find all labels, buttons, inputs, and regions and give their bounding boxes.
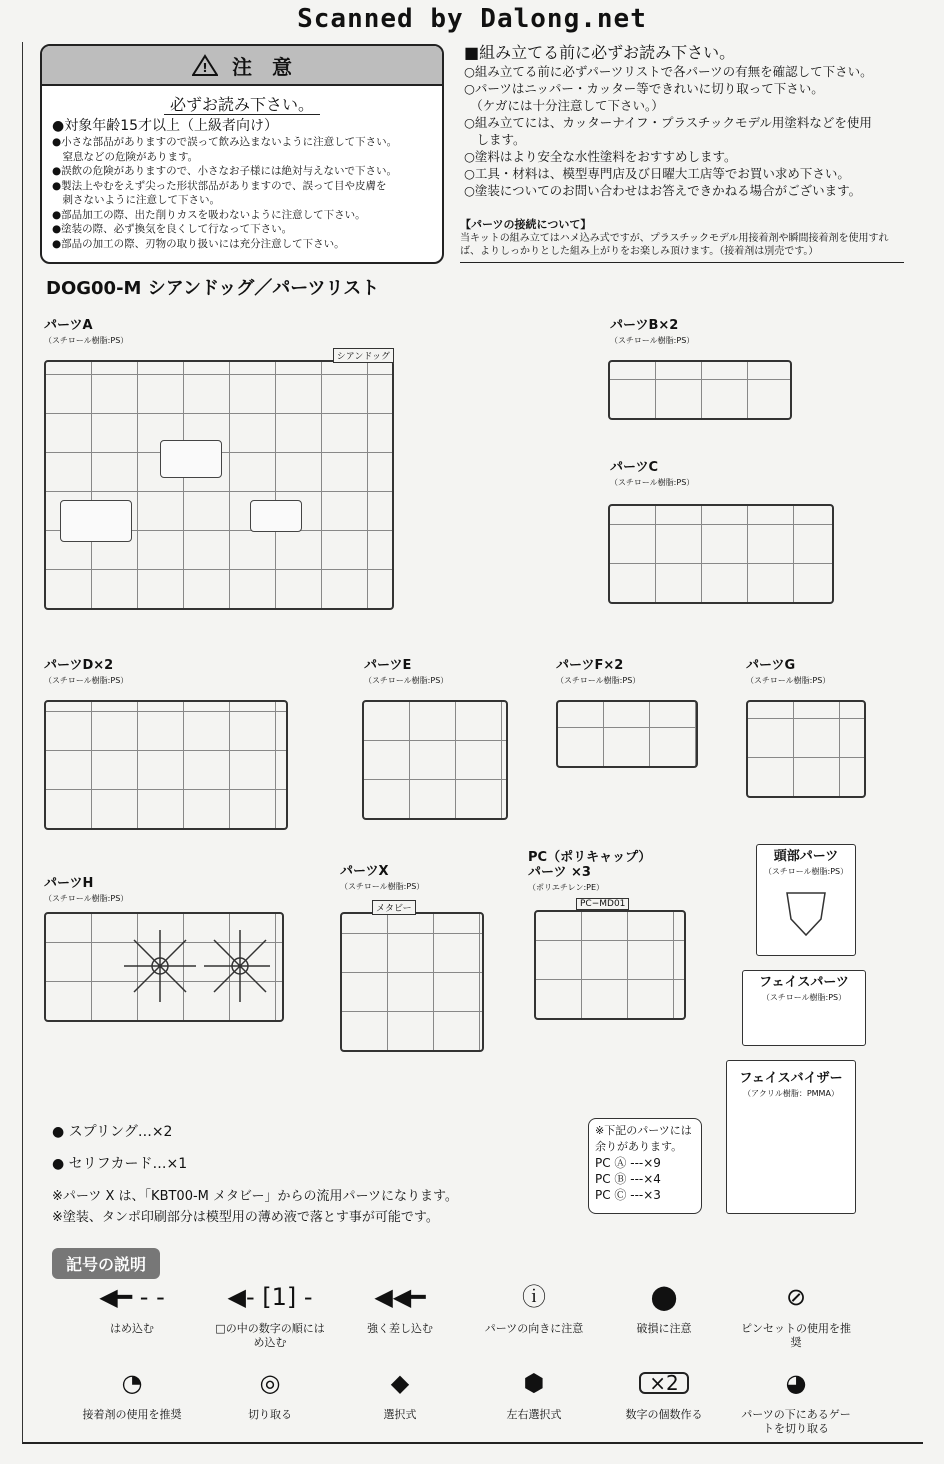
part-shape (60, 500, 132, 542)
head-parts-label (757, 849, 855, 879)
connection-heading: 【パーツの接続について】 (460, 218, 592, 231)
head-parts-name: 頭部パーツ (773, 849, 839, 864)
symbol-label: 接着剤の使用を推奨 (82, 1408, 182, 1421)
runner-x (340, 904, 484, 1052)
runner-name: パーツB×2 (610, 318, 679, 333)
runner-a (44, 352, 394, 610)
face-visor-name: フェイスバイザー (739, 1071, 843, 1086)
runner-e (362, 700, 508, 820)
note-line: ※パーツ X は、「KBT00-M メタビー」からの流用パーツになります。 (52, 1189, 458, 1204)
runner-name: パーツG (746, 658, 796, 673)
face-visor-label (727, 1071, 855, 1101)
runner-material: （スチロール樹脂:PS） (746, 676, 831, 685)
info-line: ○組み立てる前に必ずパーツリストで各パーツの有無を確認して下さい。 (464, 64, 873, 79)
runner-x-label (340, 864, 424, 894)
face-visor-box (726, 1060, 856, 1214)
legend-title: 記号の説明 (52, 1248, 160, 1279)
remainder-row: PC Ⓒ ---×3 (595, 1188, 661, 1202)
runner-material: （スチロール樹脂:PS） (340, 882, 425, 891)
runner-c-label (610, 460, 694, 490)
extra-item: ● セリフカード…×1 (52, 1156, 188, 1172)
symbol-choice (340, 1358, 460, 1422)
runner-material: （ポリエチレン:PE） (528, 883, 605, 892)
warning-header (42, 46, 442, 86)
symbol-number-order (210, 1272, 330, 1350)
extras-list (52, 1116, 187, 1180)
head-parts-box (756, 844, 856, 956)
warning-box (40, 44, 444, 264)
runner-name: PC（ポリキャップ）パーツ ×3 (528, 850, 645, 880)
symbol-label: 数字の個数作る (625, 1408, 703, 1421)
runner-g-label (746, 658, 830, 688)
warning-item: ●部品加工の際、出た削りカスを吸わないように注意して下さい。 (52, 208, 366, 221)
symbol-breakage (604, 1272, 724, 1336)
parts-h-spikes (120, 930, 270, 1010)
info-line: ○塗料はより安全な水性塗料をおすすめします。 (464, 149, 737, 164)
info-line: ○パーツはニッパー・カッター等できれいに切り取って下さい。 (464, 81, 824, 96)
info-line: ○工具・材料は、模型専門店及び日曜大工店等でお買い求め下さい。 (464, 166, 850, 181)
runner-material: （スチロール樹脂:PS） (44, 676, 129, 685)
connection-text: 当キットの組み立てはハメ込み式ですが、プラスチックモデル用接着剤や瞬間接着剤を使用すれば、よりしっかりとした組み上がりをお楽しみ頂けます。（接着剤は別売です。） (460, 233, 889, 257)
left-right-icon: ⬢ (523, 1369, 545, 1397)
face-parts-material: （スチロール樹脂:PS） (761, 993, 847, 1002)
warning-item: ●小さな部品がありますので誤って飲み込まないように注意して下さい。 (52, 136, 398, 148)
runner-h-label (44, 876, 128, 906)
notes (52, 1186, 458, 1228)
runner-c (608, 504, 834, 604)
runner-f-label (556, 658, 640, 688)
warning-item: ●部品の加工の際、刃物の取り扱いには充分注意して下さい。 (52, 237, 345, 250)
connection-note (460, 218, 904, 263)
runner-b (608, 360, 792, 420)
symbol-gate-under (736, 1358, 856, 1436)
double-arrow-icon: ◀◀━ (374, 1283, 426, 1311)
extra-item: ● スプリング…×2 (52, 1124, 173, 1140)
warning-triangle-icon (192, 54, 218, 76)
warning-list (52, 117, 442, 251)
info-line: （ケガには十分注意して下さい。） (464, 98, 664, 113)
warning-item: ●製法上やむをえず尖った形状部品がありますので、誤って目や皮膚を (52, 179, 387, 192)
runner-material: （スチロール樹脂:PS） (364, 676, 449, 685)
svg-text:!: ! (202, 61, 208, 75)
runner-tag: シアンドッグ (333, 348, 394, 363)
face-visor-material: （アクリル樹脂：PMMA） (743, 1089, 839, 1098)
runner-name: パーツH (44, 876, 94, 891)
symbol-cut (210, 1358, 330, 1422)
must-read: 必ずお読み下さい。 (164, 95, 320, 115)
choice-icon: ◆ (390, 1369, 410, 1397)
face-parts-name: フェイスパーツ (759, 975, 849, 990)
info-line: します。 (464, 132, 526, 147)
note-line: ※塗装、タンポ印刷部分は模型用の薄め液で落とす事が可能です。 (52, 1210, 439, 1225)
runner-material: （スチロール樹脂:PS） (44, 336, 129, 345)
head-part-icon (757, 879, 855, 939)
remainder-row: PC Ⓑ ---×4 (595, 1172, 661, 1186)
face-parts-box (742, 970, 866, 1046)
symbol-label: 左右選択式 (506, 1408, 562, 1421)
runner-name: パーツX (340, 864, 389, 879)
warning-item: ●誤飲の危険がありますので、小さなお子様には絶対与えないで下さい。 (52, 165, 397, 177)
runner-name: パーツD×2 (44, 658, 114, 673)
runner-d (44, 700, 288, 830)
runner-pc (534, 899, 686, 1020)
runner-material: （スチロール樹脂:PS） (610, 478, 695, 487)
face-parts-label (743, 975, 865, 1005)
symbol-label: 破損に注意 (636, 1322, 692, 1335)
runner-f (556, 700, 698, 768)
runner-pc-label (528, 850, 648, 895)
runner-e-label (364, 658, 448, 688)
info-line: ○塗装についてのお問い合わせはお答えできかねる場合がございます。 (464, 183, 862, 198)
symbol-label: ピンセットの使用を推奨 (741, 1322, 851, 1349)
broken-part-icon: ⬤ (650, 1283, 678, 1311)
part-shape (160, 440, 222, 478)
scan-credit: Scanned by Dalong.net (297, 4, 647, 34)
symbol-glue (72, 1358, 192, 1422)
glue-icon: ◔ (121, 1369, 143, 1397)
runner-material: （スチロール樹脂:PS） (556, 676, 641, 685)
arrow-left-dashed-icon: ◀━ ‐ ‐ (99, 1283, 165, 1311)
warning-item: 窒息などの危険があります。 (52, 150, 199, 163)
times-two-icon: ×2 (604, 1358, 724, 1408)
parts-list-title: DOG00-M シアンドッグ／パーツリスト (46, 278, 380, 299)
symbol-tweezers (736, 1272, 856, 1350)
runner-material: （スチロール樹脂:PS） (610, 336, 695, 345)
symbol-direction (474, 1272, 594, 1336)
symbol-label: パーツの下にあるゲートを切り取る (741, 1408, 851, 1435)
runner-name: パーツF×2 (556, 658, 624, 673)
part-shape (250, 500, 302, 532)
tweezers-icon: ⊘ (785, 1283, 807, 1311)
runner-material: （スチロール樹脂:PS） (44, 894, 129, 903)
remainder-title: ※下記のパーツには余りがあります。 (595, 1124, 692, 1153)
info-line: ○組み立てには、カッターナイフ・プラスチックモデル用塗料などを使用 (464, 115, 872, 130)
remainder-row: PC Ⓐ ---×9 (595, 1156, 661, 1170)
symbol-left-right (474, 1358, 594, 1422)
runner-tag: メタビー (372, 900, 416, 915)
runner-name: パーツC (610, 460, 659, 475)
symbol-label: 選択式 (383, 1408, 417, 1421)
remainder-box (588, 1118, 702, 1214)
runner-b-label (610, 318, 694, 348)
runner-tag: PC−MD01 (576, 898, 629, 910)
symbol-label: パーツの向きに注意 (484, 1322, 584, 1335)
runner-name: パーツE (364, 658, 412, 673)
symbol-label: 強く差し込む (367, 1322, 433, 1335)
symbol-make-count (604, 1358, 724, 1422)
head-parts-material: （スチロール樹脂:PS） (763, 867, 849, 876)
symbol-label: 切り取る (248, 1408, 292, 1421)
cut-icon: ◎ (259, 1369, 281, 1397)
warning-item: ●塗装の際、必ず換気を良くして行なって下さい。 (52, 223, 293, 235)
before-assembly (464, 44, 904, 199)
runner-name: パーツA (44, 318, 93, 333)
before-assembly-heading: ■組み立てる前に必ずお読み下さい。 (464, 43, 736, 62)
symbol-push-hard (340, 1272, 460, 1336)
runner-d-label (44, 658, 128, 688)
warning-item: 刺さないように注意して下さい。 (52, 194, 220, 206)
gate-icon: ◕ (785, 1369, 807, 1397)
numbered-arrow-icon: ◀‐ [1] ‐ (227, 1283, 313, 1311)
runner-a-label (44, 318, 128, 348)
symbol-label: □の中の数字の順にはめ込む (215, 1322, 325, 1349)
runner-g (746, 700, 866, 798)
warning-item: ●対象年齢15才以上（上級者向け） (52, 118, 279, 134)
warning-title: 注 意 (232, 54, 292, 79)
exclamation-circle-icon: ⓘ (522, 1283, 546, 1311)
symbol-snap-in (72, 1272, 192, 1336)
symbol-label: はめ込む (110, 1322, 154, 1335)
